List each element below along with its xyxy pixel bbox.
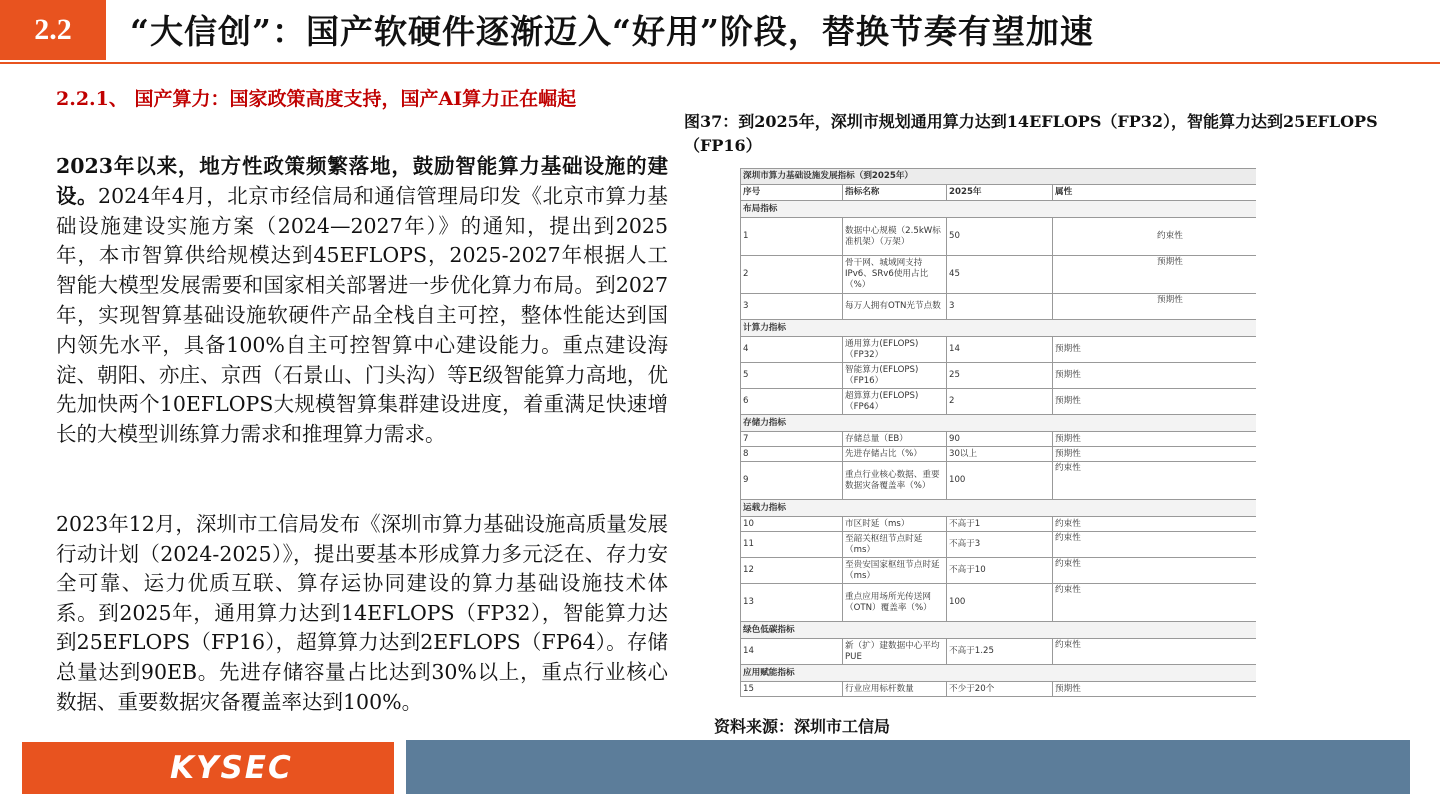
cell-value: 不少于20个 [947, 682, 1053, 697]
paragraph-body: 2024年4月，北京市经信局和通信管理局印发《北京市算力基础设施建设实施方案（2024—2027年）》的通知，提出到2025年，本市智算供给规模达到45EFLOPS，2025-2027年根据人工智能大模型发展需要和国家相关部署进一步优化算力布局。到2027年，实现智算基础设施软硬件产品全栈自主可控，整体性能达到国内领先水平，具备100%自主可控智算中心建设能力。重点建设海淀、朝阳、亦庄、京西（石景山、门头沟）等E级智能算力高地，优先加快两个10EFLOPS大规模智算集群建设进度，着重满足快速增长的大模型训练算力需求和推理算力需求。 [56, 183, 669, 447]
cell-name: 新（扩）建数据中心平均PUE [843, 639, 947, 665]
cell-no: 7 [741, 432, 843, 447]
cell-value: 30以上 [947, 447, 1053, 462]
table-row [741, 294, 1257, 320]
category-green: 绿色低碳指标 [741, 622, 1257, 639]
table-row [741, 256, 1257, 294]
table-row [741, 389, 1257, 415]
cell-name: 至贵安国家枢纽节点时延（ms） [843, 558, 947, 584]
footer-bar [406, 740, 1410, 794]
cell-value: 不高于1 [947, 517, 1053, 532]
table-row [741, 517, 1257, 532]
cell-no: 15 [741, 682, 843, 697]
table-row [741, 584, 1257, 622]
cell-name: 智能算力(EFLOPS)（FP16） [843, 363, 947, 389]
kysec-logo: KYSEC [170, 750, 293, 786]
cell-value: 90 [947, 432, 1053, 447]
cell-name: 重点应用场所光传送网（OTN）覆盖率（%） [843, 584, 947, 622]
category-layout: 布局指标 [741, 201, 1257, 218]
table-row [741, 639, 1257, 665]
cell-value: 2 [947, 389, 1053, 415]
page-title: “大信创”：国产软硬件逐渐迈入“好用”阶段，替换节奏有望加速 [130, 12, 1094, 51]
paragraph-lead: 2023年以来，地方性政策频繁落地，鼓励智能算力基础设施的建设。 [56, 154, 668, 208]
table-row [741, 218, 1257, 256]
paragraph-beijing [56, 152, 668, 450]
cell-attr: 约束性 [1053, 558, 1257, 584]
cell-value: 不高于1.25 [947, 639, 1053, 665]
table-row [741, 532, 1257, 558]
figure-source: 资料来源：深圳市工信局 [714, 717, 891, 736]
cell-attr: 预期性 [1053, 447, 1257, 462]
table-row [741, 432, 1257, 447]
subsection-heading: 2.2.1、 国产算力：国家政策高度支持，国产AI算力正在崛起 [56, 88, 577, 110]
cell-value: 14 [947, 337, 1053, 363]
cell-no: 2 [741, 256, 843, 294]
cell-no: 13 [741, 584, 843, 622]
cell-value: 不高于3 [947, 532, 1053, 558]
cell-name: 存储总量（EB） [843, 432, 947, 447]
cell-no: 3 [741, 294, 843, 320]
cell-name: 超算算力(EFLOPS)（FP64） [843, 389, 947, 415]
cell-value: 45 [947, 256, 1053, 294]
category-app: 应用赋能指标 [741, 665, 1257, 682]
table-row [741, 363, 1257, 389]
cell-no: 12 [741, 558, 843, 584]
table-row [741, 558, 1257, 584]
cell-attr: 预期性 [1053, 337, 1257, 363]
category-compute: 计算力指标 [741, 320, 1257, 337]
cell-name: 至韶关枢纽节点时延（ms） [843, 532, 947, 558]
cell-attr: 预期性 [1053, 389, 1257, 415]
cell-value: 25 [947, 363, 1053, 389]
cell-name: 骨干网、城域网支持IPv6、SRv6使用占比（%） [843, 256, 947, 294]
cell-value: 3 [947, 294, 1053, 320]
indicator-table-image [740, 168, 1256, 700]
header-no: 序号 [741, 185, 843, 201]
cell-no: 11 [741, 532, 843, 558]
cell-attr: 约束性 [1053, 462, 1257, 500]
table-caption: 深圳市算力基础设施发展指标（到2025年） [741, 169, 1257, 185]
cell-name: 先进存储占比（%） [843, 447, 947, 462]
cell-no: 1 [741, 218, 843, 256]
category-storage: 存储力指标 [741, 415, 1257, 432]
cell-value: 不高于10 [947, 558, 1053, 584]
cell-no: 10 [741, 517, 843, 532]
cell-attr: 约束性 [1053, 584, 1257, 622]
cell-no: 6 [741, 389, 843, 415]
cell-value: 100 [947, 584, 1053, 622]
cell-value: 100 [947, 462, 1053, 500]
cell-no: 5 [741, 363, 843, 389]
paragraph-shenzhen: 2023年12月，深圳市工信局发布《深圳市算力基础设施高质量发展行动计划（2024-2025）》，提出要基本形成算力多元泛在、存力安全可靠、运力优质互联、算存运协同建设的算力基础设施技术体系。到2025年，通用算力达到14EFLOPS（FP32），智能算力达到25EFLOPS（FP16），超算算力达到2EFLOPS（FP64）。存储总量达到90EB。先进存储容量占比达到30%以上，重点行业核心数据、重要数据灾备覆盖率达到100%。 [56, 512, 668, 714]
cell-attr: 预期性 [1053, 682, 1257, 697]
cell-attr: 约束性 [1053, 517, 1257, 532]
cell-no: 9 [741, 462, 843, 500]
header-value: 2025年 [947, 185, 1053, 201]
table-row [741, 447, 1257, 462]
figure-caption: 图37：到2025年，深圳市规划通用算力达到14EFLOPS（FP32），智能算力达到25EFLOPS（FP16） [684, 112, 1378, 155]
cell-name: 行业应用标杆数量 [843, 682, 947, 697]
cell-attr: 预期性 [1053, 294, 1257, 320]
category-transport: 运载力指标 [741, 500, 1257, 517]
cell-attr: 预期性 [1053, 256, 1257, 294]
cell-value: 50 [947, 218, 1053, 256]
table-row [741, 462, 1257, 500]
table-row [741, 682, 1257, 697]
cell-no: 4 [741, 337, 843, 363]
cell-no: 8 [741, 447, 843, 462]
cell-name: 每万人拥有OTN光节点数 [843, 294, 947, 320]
table-row [741, 337, 1257, 363]
header-name: 指标名称 [843, 185, 947, 201]
cell-attr: 约束性 [1053, 532, 1257, 558]
cell-name: 市区时延（ms） [843, 517, 947, 532]
cell-no: 14 [741, 639, 843, 665]
cell-attr: 约束性 [1053, 218, 1257, 256]
cell-attr: 预期性 [1053, 363, 1257, 389]
cell-name: 数据中心规模（2.5kW标准机架）（万架） [843, 218, 947, 256]
cell-attr: 预期性 [1053, 432, 1257, 447]
cell-name: 通用算力(EFLOPS)（FP32） [843, 337, 947, 363]
cell-attr: 约束性 [1053, 639, 1257, 665]
indicator-table [740, 168, 1256, 697]
section-number: 2.2 [0, 0, 106, 60]
cell-name: 重点行业核心数据、重要数据灾备覆盖率（%） [843, 462, 947, 500]
title-divider [0, 62, 1440, 64]
header-attr: 属性 [1053, 185, 1257, 201]
